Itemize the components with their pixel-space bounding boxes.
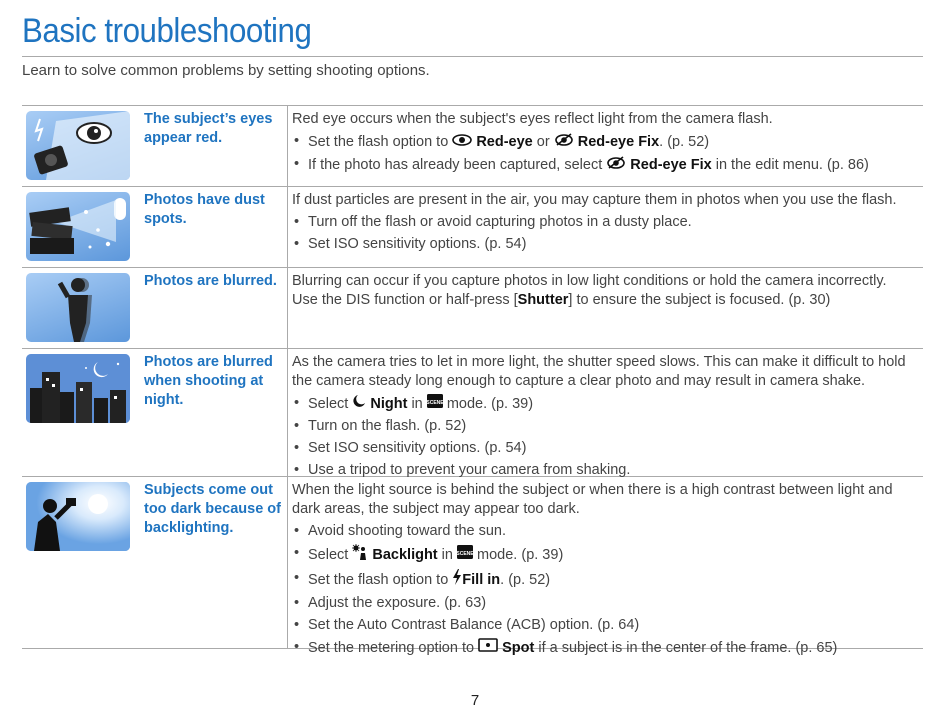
scene-mode-icon bbox=[457, 545, 473, 565]
table-row bbox=[22, 106, 923, 187]
solution-item: • Use a tripod to prevent your camera from shaking. bbox=[292, 461, 923, 480]
night-city-illustration bbox=[26, 354, 130, 423]
solution-item: • Set ISO sensitivity options. (p. 54) bbox=[292, 439, 923, 458]
solution-text bbox=[292, 110, 923, 175]
table-row bbox=[22, 187, 923, 268]
solution-text bbox=[292, 353, 923, 480]
solution-text bbox=[292, 191, 923, 254]
backlight-illustration bbox=[26, 482, 130, 551]
column-divider bbox=[287, 187, 288, 267]
solution-text bbox=[292, 272, 923, 310]
solution-intro: Red eye occurs when the subject's eyes reflect light from the camera flash. bbox=[292, 111, 773, 127]
title-divider bbox=[22, 56, 923, 57]
solution-item: • Avoid shooting toward the sun. bbox=[292, 522, 923, 541]
troubleshooting-table bbox=[22, 105, 923, 656]
page-title: Basic troubleshooting bbox=[22, 12, 312, 50]
column-divider bbox=[287, 477, 288, 648]
problem-label: Photos are blurred when shooting at night. bbox=[144, 354, 273, 408]
solution-item: • Set the flash option to Fill in. (p. 52) bbox=[292, 569, 923, 591]
solution-item: • Set the flash option to Red-eye or Red-eye Fix. (p. 52) bbox=[292, 132, 923, 152]
solution-item: • Set ISO sensitivity options. (p. 54) bbox=[292, 235, 923, 254]
problem-label: Subjects come out too dark because of backlighting. bbox=[144, 482, 281, 536]
backlight-icon bbox=[352, 544, 368, 566]
blurred-person-illustration bbox=[26, 273, 130, 342]
solution-line: Blurring can occur if you capture photos in low light conditions or hold the camera incorrectly. bbox=[292, 273, 887, 289]
solution-line: Use the DIS function or half-press [Shutter] to ensure the subject is focused. (p. 30) bbox=[292, 292, 831, 308]
solution-intro: As the camera tries to let in more light, the shutter speed slows. This can make it difficult to hold the camera steady long enough to capture a clear photo and may result in camera shake. bbox=[292, 354, 906, 389]
svg-text:SCENE: SCENE bbox=[426, 400, 443, 406]
solution-item: • Select Backlight in SCENE mode. (p. 39) bbox=[292, 544, 923, 566]
table-row bbox=[22, 268, 923, 349]
red-eye-fix-icon bbox=[554, 132, 574, 152]
table-row bbox=[22, 477, 923, 656]
solution-item: • Turn on the flash. (p. 52) bbox=[292, 417, 923, 436]
dust-spots-illustration bbox=[26, 192, 130, 261]
red-eye-illustration bbox=[26, 111, 130, 180]
problem-label: The subject’s eyes appear red. bbox=[144, 111, 273, 146]
solution-intro: When the light source is behind the subject or when there is a high contrast between light and dark areas, the subject may appear too dark. bbox=[292, 482, 893, 517]
scene-mode-icon bbox=[427, 394, 443, 414]
solution-item: • Set the Auto Contrast Balance (ACB) option. (p. 64) bbox=[292, 616, 923, 635]
svg-text:SCENE: SCENE bbox=[457, 551, 473, 557]
column-divider bbox=[287, 268, 288, 348]
solution-text bbox=[292, 481, 923, 658]
page-subtitle: Learn to solve common problems by setting shooting options. bbox=[22, 62, 430, 79]
page-number: 7 bbox=[470, 692, 480, 709]
flash-icon bbox=[452, 569, 462, 591]
solution-item: • If the photo has already been captured, select Red-eye Fix in the edit menu. (p. 86) bbox=[292, 155, 923, 175]
problem-label: Photos are blurred. bbox=[144, 273, 277, 289]
column-divider bbox=[287, 349, 288, 476]
spot-metering-icon bbox=[478, 638, 498, 658]
red-eye-fix-icon bbox=[606, 155, 626, 175]
solution-item: • Turn off the flash or avoid capturing photos in a dusty place. bbox=[292, 213, 923, 232]
table-row bbox=[22, 349, 923, 477]
column-divider bbox=[287, 106, 288, 186]
solution-item: • Adjust the exposure. (p. 63) bbox=[292, 594, 923, 613]
solution-item: • Set the metering option to Spot if a subject is in the center of the frame. (p. 65) bbox=[292, 638, 923, 658]
night-icon bbox=[352, 394, 366, 414]
solution-item: • Select Night in SCENE mode. (p. 39) bbox=[292, 394, 923, 414]
red-eye-icon bbox=[452, 133, 472, 152]
solution-intro: If dust particles are present in the air, you may capture them in photos when you use the flash. bbox=[292, 192, 897, 208]
problem-label: Photos have dust spots. bbox=[144, 192, 265, 227]
